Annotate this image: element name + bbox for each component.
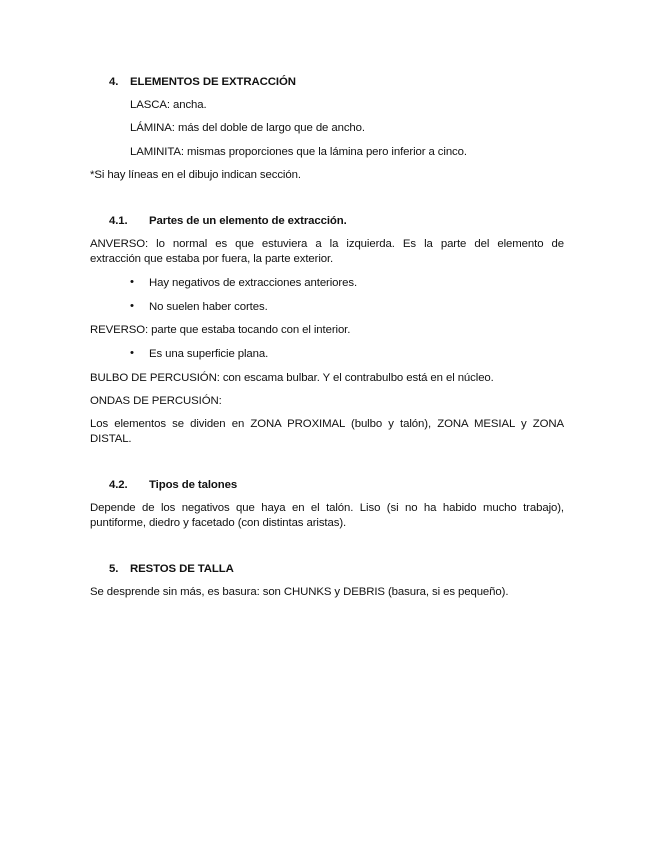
restos-paragraph: Se desprende sin más, es basura: son CHUNKS y DEBRIS (basura, si es pequeño). <box>90 586 509 598</box>
ondas-line: ONDAS DE PERCUSIÓN: <box>90 395 222 407</box>
section-4-2-title: Tipos de talones <box>149 479 238 491</box>
elementos-paragraph-line-1: Los elementos se dividen en ZONA PROXIMAL (bulbo y talón), ZONA MESIAL y ZONA <box>90 418 564 430</box>
bullet-icon: • <box>130 300 134 312</box>
bulbo-line: BULBO DE PERCUSIÓN: con escama bulbar. Y el contrabulbo está en el núcleo. <box>90 372 494 384</box>
section-4-number: 4. <box>109 76 119 88</box>
section-4-1-number: 4.1. <box>109 215 128 227</box>
talones-paragraph-line-2: puntiforme, diedro y facetado (con distintas aristas). <box>90 517 347 529</box>
bullet-icon: • <box>130 276 134 288</box>
bullet-icon: • <box>130 347 134 359</box>
section-5-title: RESTOS DE TALLA <box>130 563 234 575</box>
section-4-2-number: 4.2. <box>109 479 128 491</box>
reverso-bullet-1: Es una superficie plana. <box>149 348 269 360</box>
section-4-note: *Si hay líneas en el dibujo indican sección. <box>90 169 301 181</box>
talones-paragraph-line-1: Depende de los negativos que haya en el talón. Liso (si no ha habido mucho trabajo), <box>90 502 564 514</box>
section-5-number: 5. <box>109 563 119 575</box>
anverso-bullet-2: No suelen haber cortes. <box>149 301 268 313</box>
section-4-1-title: Partes de un elemento de extracción. <box>149 215 347 227</box>
anverso-paragraph-line-1: ANVERSO: lo normal es que estuviera a la izquierda. Es la parte del elemento de <box>90 238 564 250</box>
item-laminita: LAMINITA: mismas proporciones que la lámina pero inferior a cinco. <box>130 146 467 158</box>
section-4-title: ELEMENTOS DE EXTRACCIÓN <box>130 76 296 88</box>
item-lamina: LÁMINA: más del doble de largo que de ancho. <box>130 122 365 134</box>
reverso-line: REVERSO: parte que estaba tocando con el interior. <box>90 324 351 336</box>
elementos-paragraph-line-2: DISTAL. <box>90 433 132 445</box>
anverso-bullet-1: Hay negativos de extracciones anteriores. <box>149 277 358 289</box>
anverso-paragraph-line-2: extracción que estaba por fuera, la parte exterior. <box>90 253 334 265</box>
item-lasca: LASCA: ancha. <box>130 99 207 111</box>
